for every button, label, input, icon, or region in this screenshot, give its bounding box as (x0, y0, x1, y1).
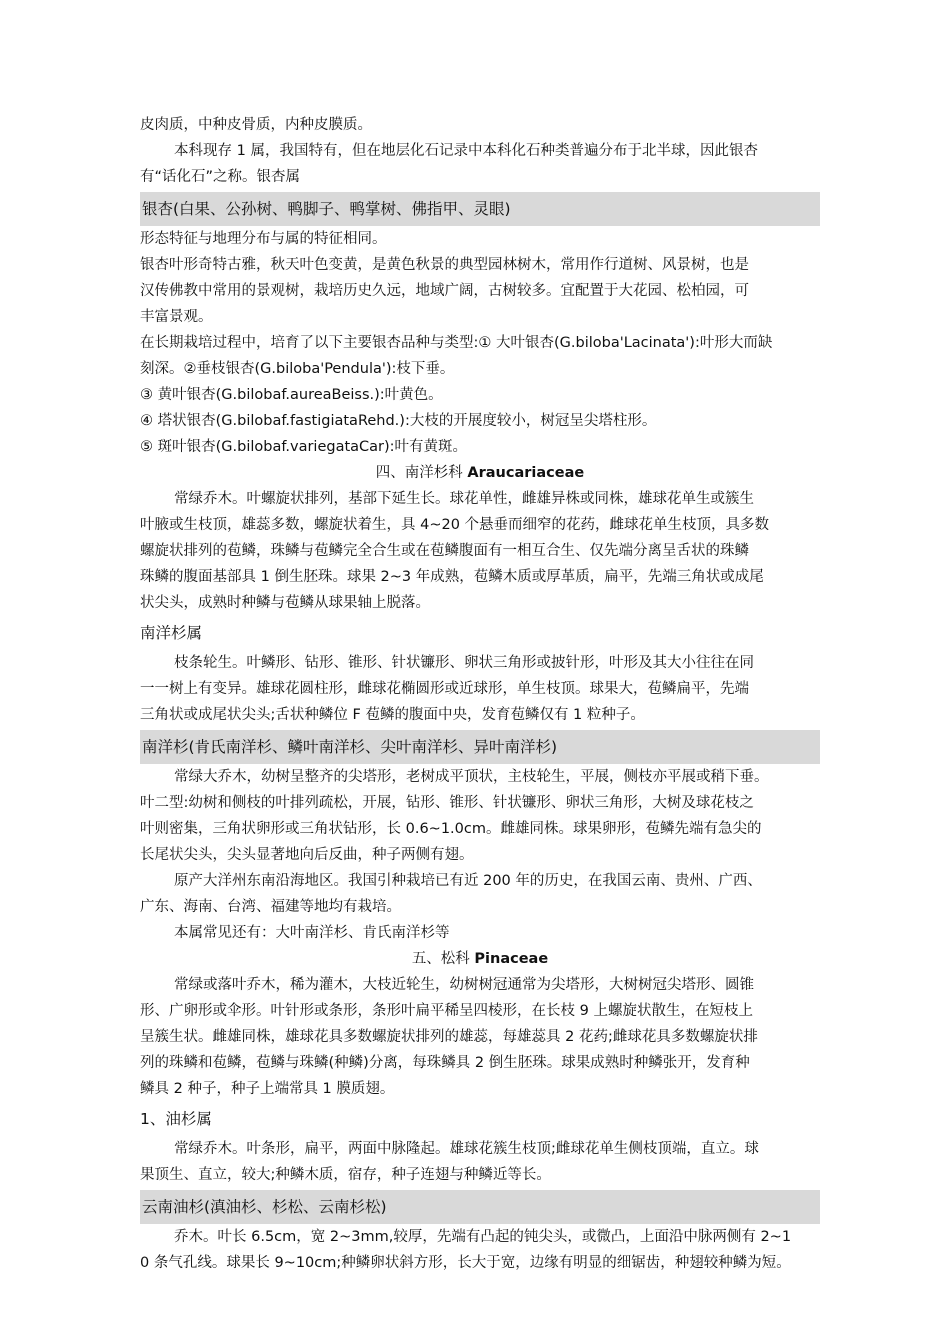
line-text: 银杏叶形奇特古雅，秋天叶色变黄，是黄色秋景的典型园林树木，常用作行道树、风景树，也是 (140, 257, 749, 273)
line-text: 0 条气孔线。球果长 9~10cm;种鳞卵状斜方形，长大于宽，边缘有明显的细锯齿，种翅较种鳞为短。 (140, 1255, 791, 1271)
line-text: 三角状或成尾状尖头;舌状种鳞位 F 苞鳞的腹面中央，发育苞鳞仅有 1 粒种子。 (140, 707, 645, 723)
paragraph-line (140, 512, 820, 538)
line-text: 呈簇生状。雌雄同株，雄球花具多数螺旋状排列的雄蕊，每雄蕊具 2 花药;雌球花具多数螺旋状排 (140, 1029, 758, 1045)
paragraph-line (140, 702, 820, 728)
line-text: 常绿乔木。叶条形，扁平，两面中脉隆起。雄球花簇生枝顶;雌球花单生侧枝顶端，直立。球 (174, 1141, 759, 1157)
line-text: 叶二型:幼树和侧枝的叶排列疏松，开展，钻形、锥形、针状镰形、卵状三角形，大树及球花枝之 (140, 795, 754, 811)
line-text: 叶则密集，三角状卵形或三角状钻形，长 0.6~1.0cm。雌雄同株。球果卵形，苞鳞先端有急尖的 (140, 821, 762, 837)
paragraph-line (140, 1050, 820, 1076)
paragraph-line (140, 564, 820, 590)
genus-heading (140, 616, 820, 650)
line-text: 珠鳞的腹面基部具 1 倒生胚珠。球果 2~3 年成熟，苞鳞木质或厚革质，扁平，先端三角状或成尾 (140, 569, 764, 585)
line-text: ③ 黄叶银杏(G.bilobaf.aureaBeiss.):叶黄色。 (140, 387, 443, 403)
species-heading (140, 730, 820, 764)
line-text: 在长期栽培过程中，培育了以下主要银杏品种与类型:① 大叶银杏(G.biloba'Lacinata'):叶形大而缺 (140, 335, 773, 351)
line-text: 乔木。叶长 6.5cm，宽 2~3mm,较厚，先端有凸起的钝尖头，或微凸，上面沿中脉两侧有 2~1 (174, 1229, 792, 1245)
line-text: ④ 塔状银杏(G.bilobaf.fastigiataRehd.):大枝的开展度较小，树冠呈尖塔柱形。 (140, 413, 657, 429)
paragraph-line (140, 538, 820, 564)
paragraph-line (140, 842, 820, 868)
paragraph-line (140, 356, 820, 382)
line-text: 云南油杉(滇油杉、杉松、云南杉松) (142, 1198, 387, 1216)
paragraph-line (140, 278, 820, 304)
line-text: 常绿大乔木，幼树呈整齐的尖塔形，老树成平顶状，主枝轮生，平展，侧枝亦平展或稍下垂。 (174, 769, 769, 785)
paragraph-line (140, 226, 820, 252)
line-text: 果顶生、直立，较大;种鳞木质，宿存，种子连翅与种鳞近等长。 (140, 1167, 551, 1183)
line-text: 四、南洋杉科 (375, 465, 468, 481)
paragraph-line (140, 894, 820, 920)
paragraph-line (140, 590, 820, 616)
species-heading (140, 1190, 820, 1224)
line-text: 丰富景观。 (140, 309, 213, 325)
paragraph-line (140, 1076, 820, 1102)
document-body (140, 112, 820, 1276)
line-text: 形态特征与地理分布与属的特征相同。 (140, 231, 387, 247)
paragraph-first-line (140, 764, 820, 790)
paragraph-line (140, 164, 820, 190)
line-text: 叶腋或生枝顶，雄蕊多数，螺旋状着生，具 4~20 个悬垂而细窄的花药，雌球花单生枝顶，具多数 (140, 517, 770, 533)
line-text: 鳞具 2 种子，种子上端常具 1 膜质翅。 (140, 1081, 395, 1097)
line-text: 常绿乔木。叶螺旋状排列，基部下延生长。球花单性，雌雄异株或同株，雄球花单生或簇生 (174, 491, 754, 507)
line-text: 广东、海南、台湾、福建等地均有栽培。 (140, 899, 401, 915)
line-text: 五、松科 (411, 951, 475, 967)
paragraph-line (140, 408, 820, 434)
paragraph-line (140, 252, 820, 278)
line-text: 常绿或落叶乔木，稀为灌木，大枝近轮生，幼树树冠通常为尖塔形，大树树冠尖塔形、圆锥 (174, 977, 754, 993)
line-text: ⑤ 斑叶银杏(G.bilobaf.variegataCar):叶有黄斑。 (140, 439, 468, 455)
line-text: 1、油杉属 (140, 1110, 212, 1128)
line-text: 一一树上有变异。雄球花圆柱形，雌球花椭圆形或近球形，单生枝顶。球果大，苞鳞扁平，先端 (140, 681, 749, 697)
line-text: 本属常见还有：大叶南洋杉、肯氏南洋杉等 (174, 925, 450, 941)
line-text: 螺旋状排列的苞鳞，珠鳞与苞鳞完全合生或在苞鳞腹面有一相互合生、仅先端分离呈舌状的珠鳞 (140, 543, 749, 559)
line-text: 长尾状尖头，尖头显著地向后反曲，种子两侧有翅。 (140, 847, 474, 863)
genus-heading (140, 1102, 820, 1136)
paragraph-line (140, 330, 820, 356)
family-heading (140, 460, 820, 486)
paragraph-first-line (140, 650, 820, 676)
paragraph-first-line (140, 486, 820, 512)
line-text: 南洋杉(肯氏南洋杉、鳞叶南洋杉、尖叶南洋杉、异叶南洋杉) (142, 738, 558, 756)
paragraph-first-line (140, 138, 820, 164)
paragraph-line (140, 112, 820, 138)
paragraph-line (140, 304, 820, 330)
paragraph-line (140, 816, 820, 842)
paragraph-first-line (140, 1136, 820, 1162)
paragraph-line (140, 382, 820, 408)
line-text: 银杏(白果、公孙树、鸭脚子、鸭掌树、佛指甲、灵眼) (142, 200, 511, 218)
line-text: 刻深。②垂枝银杏(G.biloba'Pendula'):枝下垂。 (140, 361, 455, 377)
paragraph-line (140, 676, 820, 702)
latin-family-name: Araucariaceae (467, 465, 585, 481)
paragraph-first-line (140, 1224, 820, 1250)
species-heading (140, 192, 820, 226)
paragraph-line (140, 1024, 820, 1050)
line-text: 形、广卵形或伞形。叶针形或条形，条形叶扁平稀呈四棱形，在长枝 9 上螺旋状散生，在短枝上 (140, 1003, 753, 1019)
line-text: 有“话化石”之称。银杏属 (140, 169, 301, 185)
paragraph-first-line (140, 920, 820, 946)
line-text: 汉传佛教中常用的景观树，栽培历史久远，地域广阔，古树较多。宜配置于大花园、松柏园，可 (140, 283, 749, 299)
latin-family-name: Pinaceae (474, 951, 549, 967)
paragraph-line (140, 1162, 820, 1188)
paragraph-line (140, 998, 820, 1024)
family-heading (140, 946, 820, 972)
paragraph-first-line (140, 868, 820, 894)
line-text: 本科现存 1 属，我国特有，但在地层化石记录中本科化石种类普遍分布于北半球，因此银杏 (174, 143, 758, 159)
line-text: 枝条轮生。叶鳞形、钻形、锥形、针状镰形、卵状三角形或披针形，叶形及其大小往往在同 (174, 655, 754, 671)
paragraph-line (140, 434, 820, 460)
paragraph-first-line (140, 972, 820, 998)
line-text: 皮肉质，中种皮骨质，内种皮膜质。 (140, 117, 372, 133)
paragraph-line (140, 1250, 820, 1276)
line-text: 状尖头，成熟时种鳞与苞鳞从球果轴上脱落。 (140, 595, 430, 611)
line-text: 列的珠鳞和苞鳞，苞鳞与珠鳞(种鳞)分离，每珠鳞具 2 倒生胚珠。球果成熟时种鳞张开，发育种 (140, 1055, 750, 1071)
line-text: 原产大洋州东南沿海地区。我国引种栽培已有近 200 年的历史，在我国云南、贵州、广西、 (174, 873, 762, 889)
line-text: 南洋杉属 (140, 624, 203, 642)
paragraph-line (140, 790, 820, 816)
